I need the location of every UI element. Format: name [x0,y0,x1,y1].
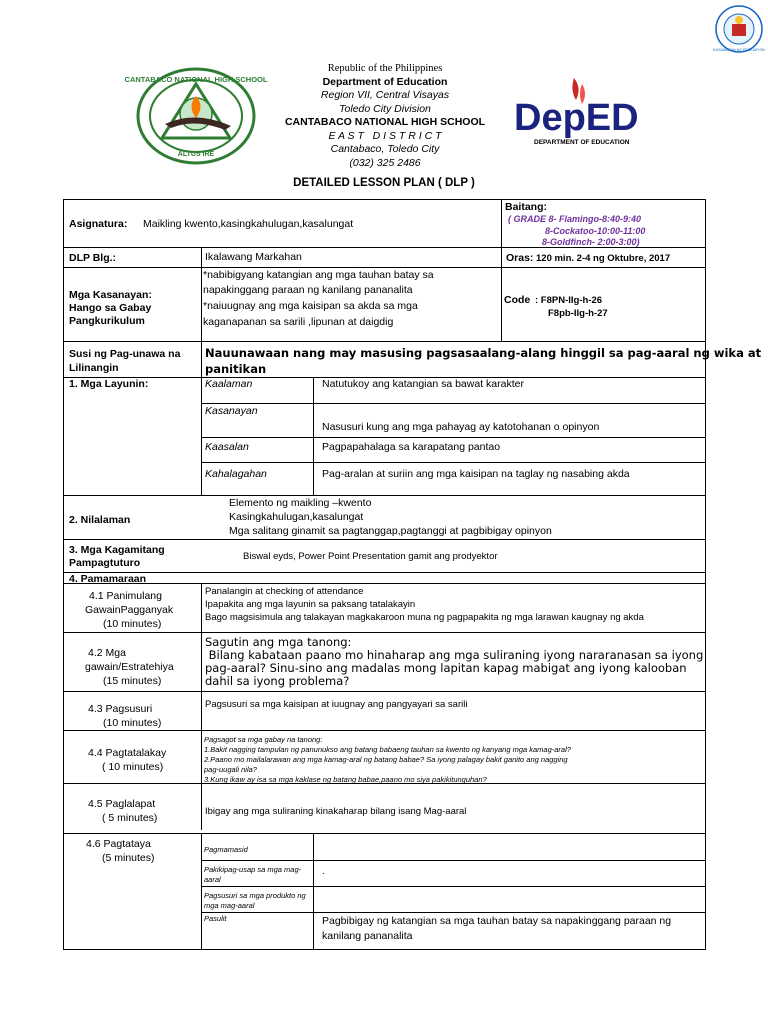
s44-line-3: 2.Paano mo mailalarawan ang mga kamag-aral ng batang babae? Sa iyong palagay bakit ganito ang nagging [204,755,568,764]
oras-value: 120 min. 2-4 ng Oktubre, 2017 [536,253,671,264]
layunin-text-kahalagahan: Pag-aralan at suriin ang mga kaisipan na taglay ng nasabing akda [322,468,630,480]
asignatura-value: Maikling kwento,kasingkahulugan,kasalungat [143,218,354,230]
nilalaman-label: 2. Nilalaman [69,514,131,526]
code-2: F8pb-IIg-h-27 [548,308,608,319]
s46-row-label-pagsusuri: Pagsusuri sa mga produkto ng mga mag-aaral [204,891,306,910]
s44-line-2: 1.Bakit nagging tampulan ng panunukso ang batang babaeng tauhan sa kwento ng kanyang mga kamag-aral? [204,745,571,754]
svg-text:KAGAWARAN NG EDUKASYON: KAGAWARAN NG EDUKASYON [713,48,765,52]
s43-text: Pagsusuri sa mga kaisipan at iuugnay ang pangyayari sa sarili [205,699,468,710]
kasanayan-label-2: Hango sa Gabay [69,302,152,314]
baitang-label: Baitang: [505,201,547,213]
department-text: Department of Education [322,75,448,88]
kasanayan-label-3: Pangkurikulum [69,315,145,327]
s46-row-label-pagmamasid: Pagmamasid [204,845,248,854]
page-title: DETAILED LESSON PLAN ( DLP ) [293,177,475,189]
layunin-domain-kaasalan: Kaasalan [205,441,249,453]
s42-line-1: Sagutin ang mga tanong: [205,635,352,649]
layunin-domain-kasanayan: Kasanayan [205,405,258,417]
kagamitan-label-1: 3. Mga Kagamitang [69,544,165,556]
s41-label-2: GawainPagganyak [85,604,174,616]
deped-logo [512,70,662,150]
s42-label-3: (15 minutes) [103,675,162,687]
s41-line-3: Bago magsisimula ang talakayan magkakaroon muna ng pagpapakita ng mga larawan kaugnay ng akda [205,612,644,623]
s43-label-2: (10 minutes) [103,717,162,729]
s46-label-2: (5 minutes) [102,852,155,864]
layunin-text-kasanayan: Nasusuri kung ang mga pahayag ay katotohanan o opinyon [322,421,600,433]
svg-text:CANTABACO NATIONAL HIGH SCHOOL: CANTABACO NATIONAL HIGH SCHOOL [124,75,268,84]
s44-line-5: 3.Kung ikaw ay isa sa mga kaklase ng batang babae,paano mo siya pakikitunguhan? [204,775,487,784]
layunin-text-kaalaman: Natutukoy ang katangian sa bawat karakter [322,378,524,390]
code-1: : F8PN-IIg-h-26 [535,295,603,306]
pamamaraan-label: 4. Pamamaraan [69,573,147,585]
kasanayan-line-4: kaganapanan sa sarili ,lipunan at daigdig [203,316,394,328]
s41-line-1: Panalangin at checking of attendance [205,586,364,597]
region-text: Region VII, Central Visayas [320,89,450,101]
school-logo [124,66,268,166]
s46-row-value-pakikipag-usap: . [322,866,325,877]
layunin-domain-kaalaman: Kaalaman [205,378,253,390]
s42-line-2: Bilang kabataan paano mo hinaharap ang mga suliraning iyong nararanasan sa iyong [205,648,704,662]
kagamitan-label-2: Pampagtuturo [69,557,141,569]
s41-label-1: 4.1 Panimulang [89,590,162,602]
address-text: Cantabaco, Toledo City [330,143,440,155]
s46-label-1: 4.6 Pagtataya [86,838,151,850]
baitang-line-2: 8-Cockatoo-10:00-11:00 [545,226,646,236]
s45-label-1: 4.5 Paglalapat [88,798,156,810]
kagamitan-value: Biswal eyds, Power Point Presentation gamit ang prodyektor [243,551,498,562]
s45-label-2: ( 5 minutes) [102,812,158,824]
susi-label-1: Susi ng Pag-unawa na [69,348,181,360]
nilalaman-line-2: Kasingkahulugan,kasalungat [229,511,364,523]
susi-line-2: panitikan [205,362,267,376]
dlp-label: DLP Blg.: [69,252,117,264]
s46-row-value-pasulit: Pagbibigay ng katangian sa mga tauhan batay sa napakinggang paraan ng kanilang pananalita [322,915,672,942]
baitang-line-1: ( GRADE 8- Flamingo-8:40-9:40 [508,214,642,224]
markahan-value: Ikalawang Markahan [205,251,302,263]
s41-line-2: Ipapakita ang mga layunin sa paksang tatalakayin [205,599,416,610]
layunin-label: 1. Mga Layunin: [69,378,149,390]
s42-label-2: gawain/Estratehiya [85,661,174,673]
division-text: Toledo City Division [339,102,431,115]
layunin-domain-kahalagahan: Kahalagahan [205,468,267,480]
kasanayan-line-3: *naiuugnay ang mga kaisipan sa akda sa mga [203,300,418,312]
susi-line-1: Nauunawaan nang may masusing pagsasaalang-alang hinggil sa pag-aaral ng wika at [205,346,762,360]
kasanayan-label-1: Mga Kasanayan: [69,289,152,301]
district-text: E A S T D I S T R I C T [328,129,442,142]
s44-label-1: 4.4 Pagtatalakay [88,747,167,759]
s46-row-label-pakikipag-usap: Pakikipag-usap sa mga mag-aaral [204,865,302,884]
nilalaman-line-1: Elemento ng maikling –kwento [229,497,372,509]
susi-label-2: Lilinangin [69,362,119,374]
oras-label: Oras: [506,252,534,264]
asignatura-label: Asignatura: [69,218,128,230]
code-label: Code [504,294,531,306]
s44-line-4: pag-uugali nila? [204,765,257,774]
school-name: CANTABACO NATIONAL HIGH SCHOOL [284,116,486,128]
svg-text:DepED: DepED [514,97,639,139]
kasanayan-line-1: *nabibigyang katangian ang mga tauhan batay sa [203,269,434,281]
republic-text: Republic of the Philippines [327,63,443,74]
s44-line-1: Pagsagot sa mga gabay na tanong: [204,735,323,744]
kasanayan-line-2: napakinggang paraan ng kanilang pananalita [203,284,413,296]
layunin-text-kaasalan: Pagpapahalaga sa karapatang pantao [322,441,501,453]
s42-line-4: dahil sa iyong problema? [205,674,350,688]
s44-label-2: ( 10 minutes) [102,761,164,773]
svg-text:DEPARTMENT OF EDUCATION: DEPARTMENT OF EDUCATION [534,139,630,146]
nilalaman-line-3: Mga salitang ginamit sa pagtanggap,pagtanggi at pagbibigay opinyon [229,525,552,537]
header-block [250,62,520,170]
phone-text: (032) 325 2486 [349,156,421,169]
s42-label-1: 4.2 Mga [88,647,126,659]
baitang-line-3: 8-Goldfinch- 2:00-3:00) [542,237,640,247]
s42-line-3: pag-aaral? Sinu-sino ang madalas mong lapitan kapag mabigat ang iyong kalooban [205,661,687,675]
svg-text:ALTUS IRE: ALTUS IRE [177,151,215,158]
s43-label-1: 4.3 Pagsusuri [88,703,153,715]
s45-text: Ibigay ang mga suliraning kinakaharap bilang isang Mag-aaral [205,806,467,817]
s41-label-3: (10 minutes) [103,618,162,630]
deped-seal [714,4,764,54]
s46-row-label-pasulit: Pasulit [204,914,227,923]
